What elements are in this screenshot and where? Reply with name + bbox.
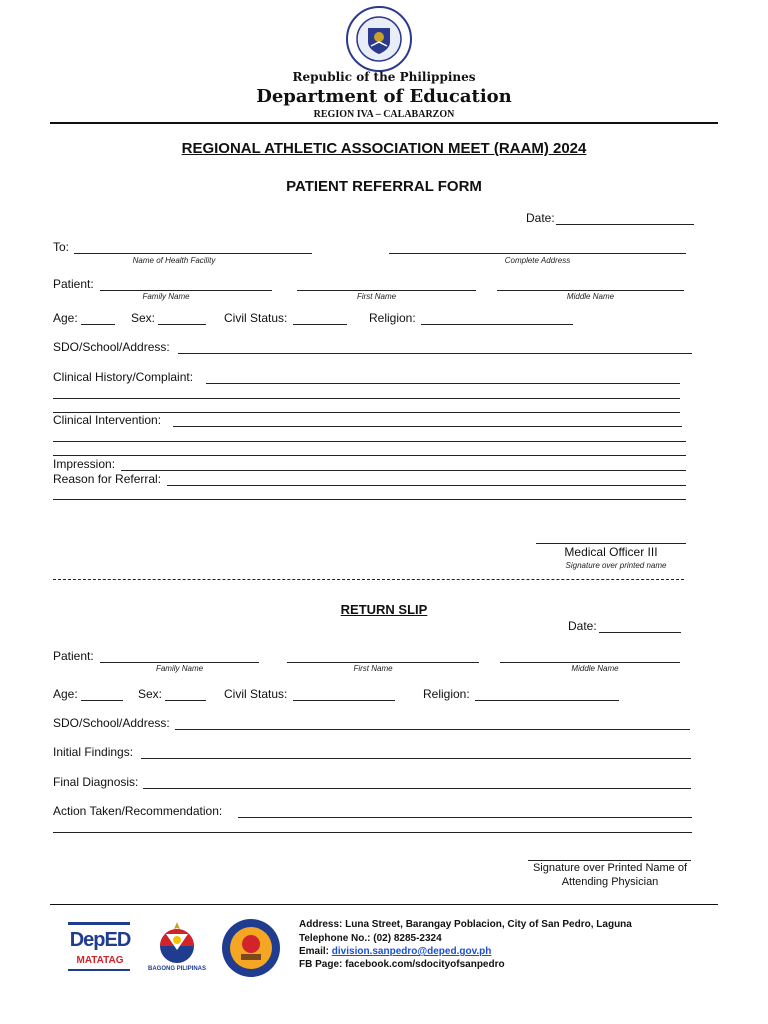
reason-line-2[interactable] <box>53 499 686 500</box>
rs-sex-label: Sex: <box>138 687 163 701</box>
officer-caption: Signature over printed name <box>565 561 667 570</box>
facility-address-field[interactable] <box>389 253 686 254</box>
middle-name-caption: Middle Name <box>566 292 615 301</box>
health-facility-caption: Name of Health Facility <box>132 256 216 265</box>
date-field[interactable] <box>556 224 694 225</box>
sdo-label: SDO/School/Address: <box>53 340 170 354</box>
rs-final-diagnosis-label: Final Diagnosis: <box>53 775 139 789</box>
cut-line <box>53 579 684 580</box>
date-label: Date: <box>526 211 555 225</box>
health-facility-field[interactable] <box>74 253 312 254</box>
civil-status-field[interactable] <box>293 324 347 325</box>
patient-label: Patient: <box>53 277 94 291</box>
rs-first-name-caption: First Name <box>353 664 393 673</box>
return-slip-title: RETURN SLIP <box>340 602 428 617</box>
rs-date-label: Date: <box>568 619 597 633</box>
middle-name-field[interactable] <box>497 290 684 291</box>
clinical-history-line-2[interactable] <box>53 398 680 399</box>
deped-seal <box>346 6 412 72</box>
officer-signature-line[interactable] <box>536 543 686 544</box>
footer-telephone: Telephone No.: (02) 8285-2324 <box>299 933 442 944</box>
rs-initial-findings-label: Initial Findings: <box>53 745 134 759</box>
clinical-intervention-line-2[interactable] <box>53 441 686 442</box>
matatag-text: MATATAG <box>76 955 124 966</box>
department-text: Department of Education <box>256 86 512 107</box>
event-title: REGIONAL ATHLETIC ASSOCIATION MEET (RAAM) 2024 <box>181 140 587 157</box>
family-name-field[interactable] <box>100 290 272 291</box>
region-text: REGION IVA – CALABARZON <box>313 109 455 120</box>
rs-sdo-field[interactable] <box>175 729 690 730</box>
sex-field[interactable] <box>158 324 206 325</box>
rs-civil-status-label: Civil Status: <box>224 687 288 701</box>
rs-middle-name-field[interactable] <box>500 662 680 663</box>
rs-first-name-field[interactable] <box>287 662 479 663</box>
religion-field[interactable] <box>421 324 573 325</box>
religion-label: Religion: <box>369 311 416 325</box>
impression-field[interactable] <box>121 470 686 471</box>
sex-label: Sex: <box>131 311 156 325</box>
footer-divider <box>50 904 718 905</box>
physician-signature-text-2: Attending Physician <box>561 876 659 888</box>
clinical-history-field[interactable] <box>206 383 680 384</box>
sdo-field[interactable] <box>178 353 692 354</box>
footer-email-link[interactable]: division.sanpedro@deped.gov.ph <box>331 946 492 957</box>
rs-final-diagnosis-field[interactable] <box>143 788 691 789</box>
to-label: To: <box>53 240 70 254</box>
reason-label: Reason for Referral: <box>53 472 162 486</box>
rs-action-line-2[interactable] <box>53 832 692 833</box>
bagong-pilipinas-emblem <box>144 920 210 966</box>
physician-signature-text-1: Signature over Printed Name of <box>532 862 688 874</box>
footer-address: Address: Luna Street, Barangay Poblacion, City of San Pedro, Laguna <box>299 919 632 930</box>
age-label: Age: <box>53 311 78 325</box>
footer-email-row <box>299 946 491 957</box>
header-divider <box>50 122 718 124</box>
clinical-intervention-label: Clinical Intervention: <box>53 413 162 427</box>
deped-logo-top-bar <box>68 922 130 925</box>
republic-text: Republic of the Philippines <box>292 70 476 84</box>
footer-fb-page: FB Page: facebook.com/sdocityofsanpedro <box>299 959 505 970</box>
deped-logo-text: DepED <box>69 929 131 951</box>
rs-patient-label: Patient: <box>53 649 94 663</box>
rs-sex-field[interactable] <box>165 700 206 701</box>
footer-email-label: Email: <box>299 946 330 957</box>
officer-title: Medical Officer III <box>564 545 658 559</box>
first-name-field[interactable] <box>297 290 476 291</box>
family-name-caption: Family Name <box>142 292 190 301</box>
clinical-history-label: Clinical History/Complaint: <box>53 370 194 384</box>
bagong-pilipinas-logo <box>144 920 210 976</box>
rs-family-name-field[interactable] <box>100 662 259 663</box>
rs-sdo-label: SDO/School/Address: <box>53 716 170 730</box>
rs-middle-name-caption: Middle Name <box>571 664 619 673</box>
rs-age-label: Age: <box>53 687 78 701</box>
rs-civil-status-field[interactable] <box>293 700 395 701</box>
complete-address-caption: Complete Address <box>504 256 571 265</box>
clinical-intervention-line-3[interactable] <box>53 455 686 456</box>
rs-action-label: Action Taken/Recommendation: <box>53 804 223 818</box>
rs-age-field[interactable] <box>81 700 123 701</box>
impression-label: Impression: <box>53 457 116 471</box>
first-name-caption: First Name <box>356 292 397 301</box>
rs-religion-label: Religion: <box>423 687 470 701</box>
form-title: PATIENT REFERRAL FORM <box>286 178 482 195</box>
rs-action-field[interactable] <box>238 817 692 818</box>
bagong-pilipinas-text: BAGONG PILIPINAS <box>147 966 206 972</box>
sdo-seal <box>217 918 285 978</box>
reason-field[interactable] <box>167 485 686 486</box>
clinical-intervention-field[interactable] <box>173 426 682 427</box>
deped-logo-bottom-bar <box>68 969 130 971</box>
rs-initial-findings-field[interactable] <box>141 758 691 759</box>
rs-religion-field[interactable] <box>475 700 619 701</box>
rs-family-name-caption: Family Name <box>155 664 204 673</box>
age-field[interactable] <box>81 324 115 325</box>
rs-date-field[interactable] <box>599 632 681 633</box>
civil-status-label: Civil Status: <box>224 311 288 325</box>
deped-logo <box>66 920 134 976</box>
physician-signature-line[interactable] <box>528 860 691 861</box>
